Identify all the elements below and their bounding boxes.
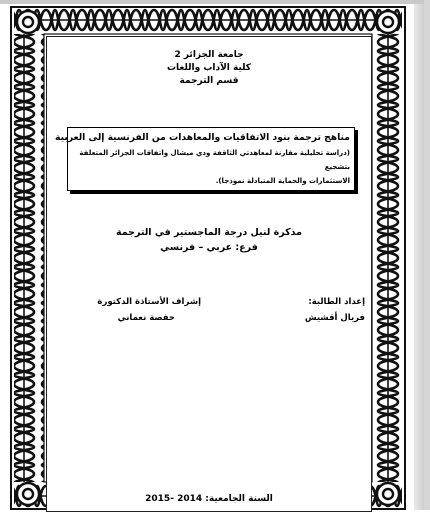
supervisor-label: إشراف الأستاذة الدكتورة: [97, 297, 201, 307]
degree-line: مذكرة لنيل درجة الماجستير في الترجمة: [115, 227, 303, 238]
thesis-title: مناهج ترجمة بنود الاتفاقيات والمعاهدات من الفرنسية إلى العربية: [55, 132, 350, 143]
academic-year: السنة الجامعية: 2014 -2015: [145, 494, 273, 504]
branch-line: فرع: عربي – فرنسي: [160, 242, 258, 253]
title-page-content: [46, 36, 372, 512]
thesis-subtitle: [72, 146, 350, 188]
viewer-scroll-edge[interactable]: [424, 0, 430, 510]
thesis-title-box: [55, 127, 355, 191]
department-name: قسم الترجمة: [179, 76, 239, 86]
faculty-name: كلية الآداب واللغات: [166, 63, 252, 73]
thesis-subtitle-line-2: الاستثمارات والحماية المتبادلة نموذجا).: [215, 177, 350, 185]
student-name: فريال أقشيش: [304, 313, 365, 323]
thesis-subtitle-line-1: (دراسة تحليلية مقارنة لمعاهدتي الثاقفة ودي ميشال واتفاقات الجزائر المتعلقة بتشجيع: [79, 149, 350, 171]
student-label: إعداد الطالبة:: [308, 297, 365, 307]
supervisor-name: حفصة نعماني: [117, 313, 175, 323]
university-name: جامعة الجزائر 2: [174, 50, 244, 60]
page-shadow: [414, 4, 424, 510]
